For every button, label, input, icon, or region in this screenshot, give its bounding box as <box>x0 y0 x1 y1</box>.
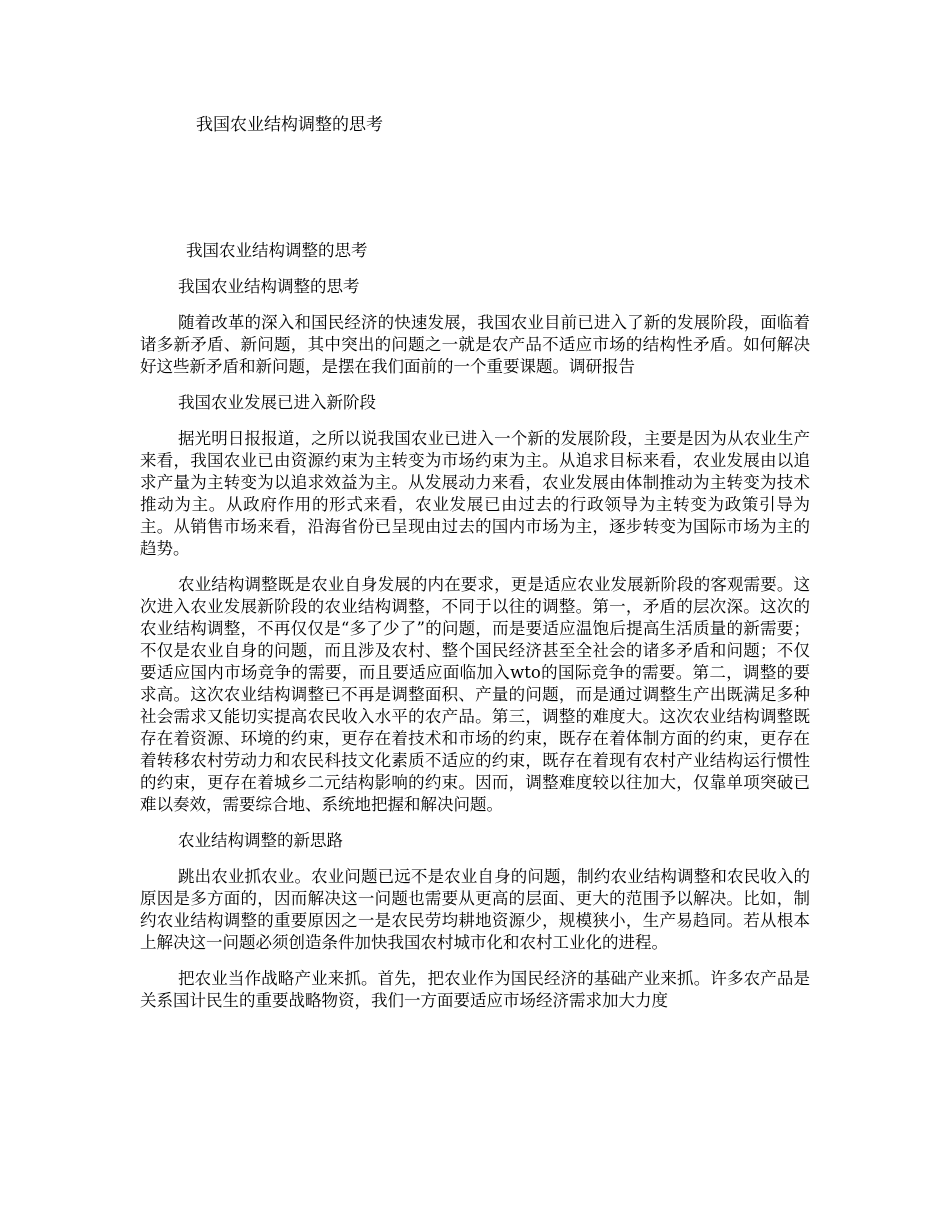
paragraph-4: 跳出农业抓农业。农业问题已远不是农业自身的问题，制约农业结构调整和农民收入的原因是多方面的，因而解决这一问题也需要从更高的层面、更大的范围予以解决。比如，制约农业结构调整的重要原因之一是农民劳均耕地资源少，规模狭小，生产易趋同。若从根本上解决这一问题必须创造条件加快我国农村城市化和农村工业化的进程。 <box>140 867 810 952</box>
document-title: 我国农业结构调整的思考 <box>196 115 383 135</box>
document-subtitle: 我国农业结构调整的思考 <box>186 241 368 260</box>
paragraph-1: 随着改革的深入和国民经济的快速发展，我国农业目前已进入了新的发展阶段，面临着诸多新矛盾、新问题，其中突出的问题之一就是农产品不适应市场的结构性矛盾。如何解决好这些新矛盾和新问题，是摆在我们面前的一个重要课题。调研报告 <box>140 313 810 376</box>
section-heading-2: 我国农业发展已进入新阶段 <box>178 393 376 412</box>
section-heading-3: 农业结构调整的新思路 <box>178 831 343 850</box>
paragraph-5: 把农业当作战略产业来抓。首先，把农业作为国民经济的基础产业来抓。许多农产品是关系国计民生的重要战略物资，我们一方面要适应市场经济需求加大力度 <box>140 969 810 1010</box>
document-body <box>140 240 810 1026</box>
paragraph-2: 据光明日报报道，之所以说我国农业已进入一个新的发展阶段，主要是因为从农业生产来看，我国农业已由资源约束为主转变为市场约束为主。从追求目标来看，农业发展由以追求产量为主转变为以追求效益为主。从发展动力来看，农业发展由体制推动为主转变为技术推动为主。从政府作用的形式来看，农业发展已由过去的行政领导为主转变为政策引导为主。从销售市场来看，沿海省份已呈现由过去的国内市场为主，逐步转变为国际市场为主的趋势。 <box>140 429 810 558</box>
section-heading-1: 我国农业结构调整的思考 <box>178 277 360 296</box>
paragraph-3: 农业结构调整既是农业自身发展的内在要求，更是适应农业发展新阶段的客观需要。这次进入农业发展新阶段的农业结构调整，不同于以往的调整。第一，矛盾的层次深。这次的农业结构调整，不再仅仅是“多了少了”的问题，而是要适应温饱后提高生活质量的新需要；不仅是农业自身的问题，而且涉及农村、整个国民经济甚至全社会的诸多矛盾和问题；不仅要适应国内市场竞争的需要，而且要适应面临加入wto的国际竞争的需要。第二，调整的要求高。这次农业结构调整已不再是调整面积、产量的问题，而是通过调整生产出既满足多种社会需求又能切实提高农民收入水平的农产品。第三，调整的难度大。这次农业结构调整既存在着资源、环境的约束，更存在着技术和市场的约束，既存在着体制方面的约束，更存在着转移农村劳动力和农民科技文化素质不适应的约束，既存在着现有农村产业结构运行惯性的约束，更存在着城乡二元结构影响的约束。因而，调整难度较以往加大，仅靠单项突破已难以奏效，需要综合地、系统地把握和解决问题。 <box>140 575 810 814</box>
